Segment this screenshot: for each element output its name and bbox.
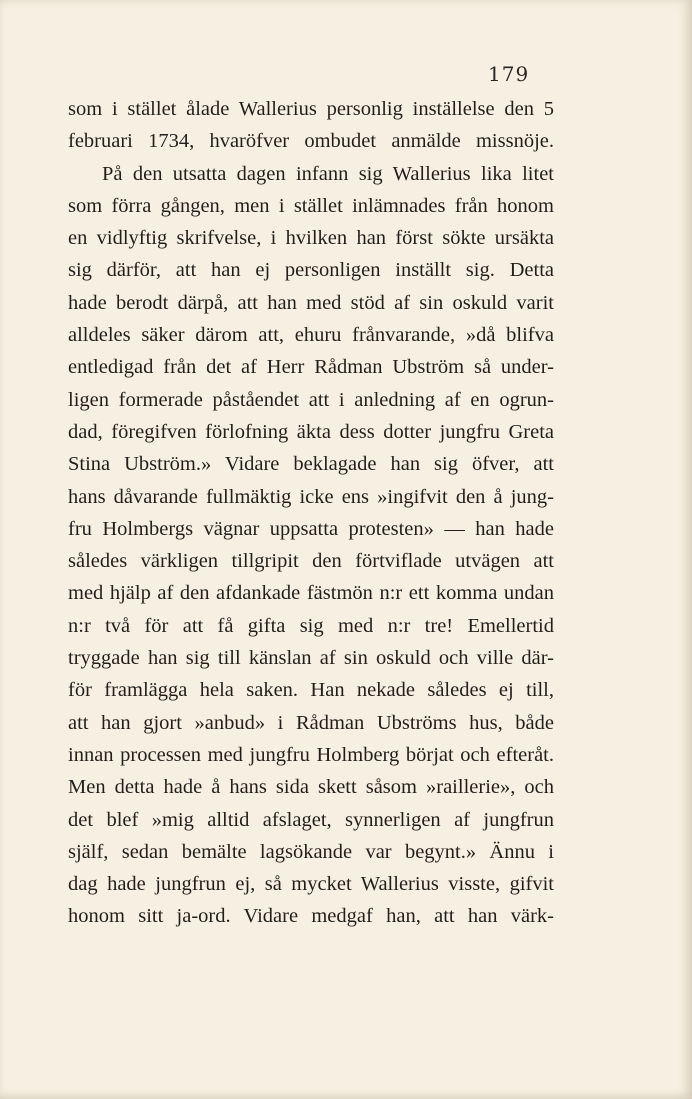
text-line: n:r två för att få gifta sig med n:r tre! Emellertid (68, 614, 554, 637)
text-line: dad, föregifven förlofning äkta dess dotter jungfru Greta (68, 420, 554, 443)
text-line: entledigad från det af Herr Rådman Ubström så under- (68, 356, 554, 379)
text-line: som förra gången, men i stället inlämnades från honom (68, 194, 554, 217)
text-line: tryggade han sig till känslan af sin oskuld och ville där- (68, 647, 554, 670)
text-line: hans dåvarande fullmäktig icke ens »ingifvit den å jung- (68, 485, 554, 508)
body-text (68, 93, 554, 933)
text-line: med hjälp af den afdankade fästmön n:r ett komma undan (68, 582, 554, 605)
text-line: en vidlyftig skrifvelse, i hvilken han först sökte ursäkta (68, 227, 554, 250)
text-line: Men detta hade å hans sida skett såsom »raillerie», och (68, 776, 554, 799)
text-line: således värkligen tillgripit den förtviflade utvägen att (68, 550, 554, 573)
text-line: innan processen med jungfru Holmberg börjat och efteråt. (68, 743, 554, 766)
text-line: själf, sedan bemälte lagsökande var begynt.» Ännu i (68, 840, 554, 863)
text-line: alldeles säker därom att, ehuru frånvarande, »då blifva (68, 324, 554, 347)
text-line: hade berodt därpå, att han med stöd af sin oskuld varit (68, 291, 554, 314)
text-line: dag hade jungfrun ej, så mycket Wallerius visste, gifvit (68, 873, 554, 896)
text-line: honom sitt ja-ord. Vidare medgaf han, att han värk- (68, 905, 554, 928)
text-line: februari 1734, hvaröfver ombudet anmälde missnöje. (68, 130, 554, 153)
page-number: 179 (488, 62, 530, 86)
text-line: ligen formerade påståendet att i anledning af en ogrun- (68, 388, 554, 411)
text-line: för framlägga hela saken. Han nekade således ej till, (68, 679, 554, 702)
text-line: På den utsatta dagen infann sig Wallerius lika litet (102, 162, 554, 185)
text-line: att han gjort »anbud» i Rådman Ubströms hus, både (68, 711, 554, 734)
text-line: det blef »mig alltid afslaget, synnerligen af jungfrun (68, 808, 554, 831)
text-line: som i stället ålade Wallerius personlig inställelse den 5 (68, 98, 554, 120)
text-line: sig därför, att han ej personligen inställt sig. Detta (68, 259, 554, 282)
text-line: Stina Ubström.» Vidare beklagade han sig öfver, att (68, 453, 554, 476)
text-line: fru Holmbergs vägnar uppsatta protesten» — han hade (68, 517, 554, 540)
